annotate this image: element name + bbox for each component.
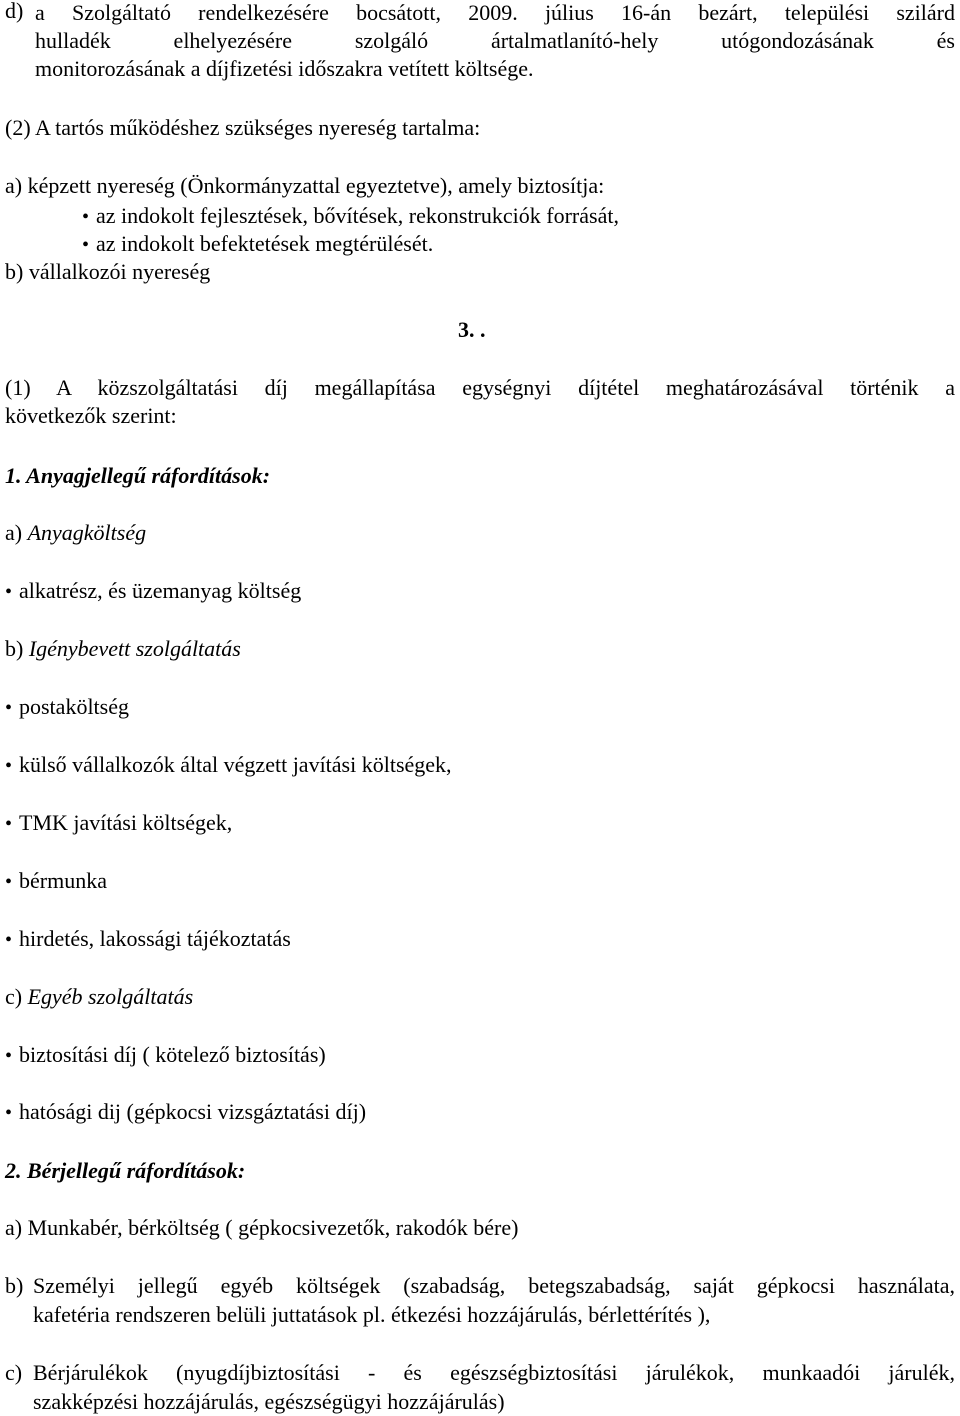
material-costs-b-item: • postaköltség — [5, 696, 129, 718]
paragraph-2-item-b: b) vállalkozói nyereség — [5, 259, 211, 284]
material-costs-c-label: Egyéb szolgáltatás — [27, 984, 194, 1009]
item-d — [5, 0, 955, 84]
material-costs-b-item: • hirdetés, lakossági tájékoztatás — [5, 928, 291, 950]
wage-costs-c-line-1: Bérjárulékok (nyugdíjbiztosítási - és egészségbiztosítási járulékok, munkaadói járulék, — [33, 1360, 955, 1385]
material-costs-b-prefix: b) — [5, 636, 29, 661]
paragraph-2-bullet-1: • az indokolt fejlesztések, bővítések, rekonstrukciók forrását, — [82, 205, 619, 227]
material-costs-c-item: • biztosítási díj ( kötelező biztosítás) — [5, 1044, 326, 1066]
section-3-paragraph-1-line-1: (1) A közszolgáltatási díj megállapítása egységnyi díjtétel meghatározásával történik a — [5, 375, 955, 400]
wage-costs-c-label: c) — [5, 1360, 23, 1385]
wage-costs-b-label: b) — [5, 1273, 24, 1298]
paragraph-2-heading: (2) A tartós működéshez szükséges nyereség tartalma: — [5, 115, 481, 140]
paragraph-2-bullet-2: • az indokolt befektetések megtérülését. — [82, 233, 433, 255]
material-costs-c — [5, 986, 193, 1008]
item-d-label: d) — [5, 0, 24, 23]
material-costs-a-label: Anyagköltség — [27, 520, 147, 545]
material-costs-c-item: • hatósági dij (gépkocsi vizsgáztatási díj) — [5, 1101, 366, 1123]
material-costs-a-prefix: a) — [5, 520, 28, 545]
material-costs-b-item: • külső vállalkozók által végzett javítási költségek, — [5, 754, 452, 776]
material-costs-b — [5, 638, 241, 660]
material-costs-b-item: • TMK javítási költségek, — [5, 812, 232, 834]
section-3-heading: 3. . — [458, 317, 486, 342]
wage-costs-c — [5, 1362, 955, 1416]
paragraph-2-item-a: a) képzett nyereség (Önkormányzattal egyeztetve), amely biztosítja: — [5, 173, 605, 198]
wage-costs-a: a) Munkabér, bérköltség ( gépkocsivezetők, rakodók bére) — [5, 1215, 519, 1240]
wage-costs-b — [5, 1275, 955, 1331]
item-d-line-3: monitorozásának a díjfizetési időszakra vetített költsége. — [35, 56, 534, 81]
section-3-paragraph-1-line-2: következők szerint: — [5, 403, 177, 428]
wage-costs-heading: 2. Bérjellegű ráfordítások: — [5, 1158, 246, 1183]
material-costs-c-prefix: c) — [5, 984, 28, 1009]
wage-costs-c-line-2: szakképzési hozzájárulás, egészségügyi hozzájárulás) — [33, 1389, 505, 1414]
wage-costs-b-line-1: Személyi jellegű egyéb költségek (szabadság, betegszabadság, saját gépkocsi használata, — [33, 1273, 955, 1298]
material-costs-a-item: • alkatrész, és üzemanyag költség — [5, 580, 301, 602]
material-costs-b-label: Igénybevett szolgáltatás — [28, 636, 241, 661]
material-costs-heading: 1. Anyagjellegű ráfordítások: — [5, 463, 271, 488]
material-costs-a — [5, 522, 146, 544]
material-costs-b-item: • bérmunka — [5, 870, 107, 892]
wage-costs-b-line-2: kafetéria rendszeren belüli juttatások pl. étkezési hozzájárulás, bérlettérítés ), — [33, 1302, 711, 1327]
item-d-line-2: hulladék elhelyezésére szolgáló ártalmatlanító-hely utógondozásának és — [35, 28, 955, 53]
item-d-line-1: a Szolgáltató rendelkezésére bocsátott, 2009. július 16-án bezárt, települési szilárd — [35, 0, 955, 25]
